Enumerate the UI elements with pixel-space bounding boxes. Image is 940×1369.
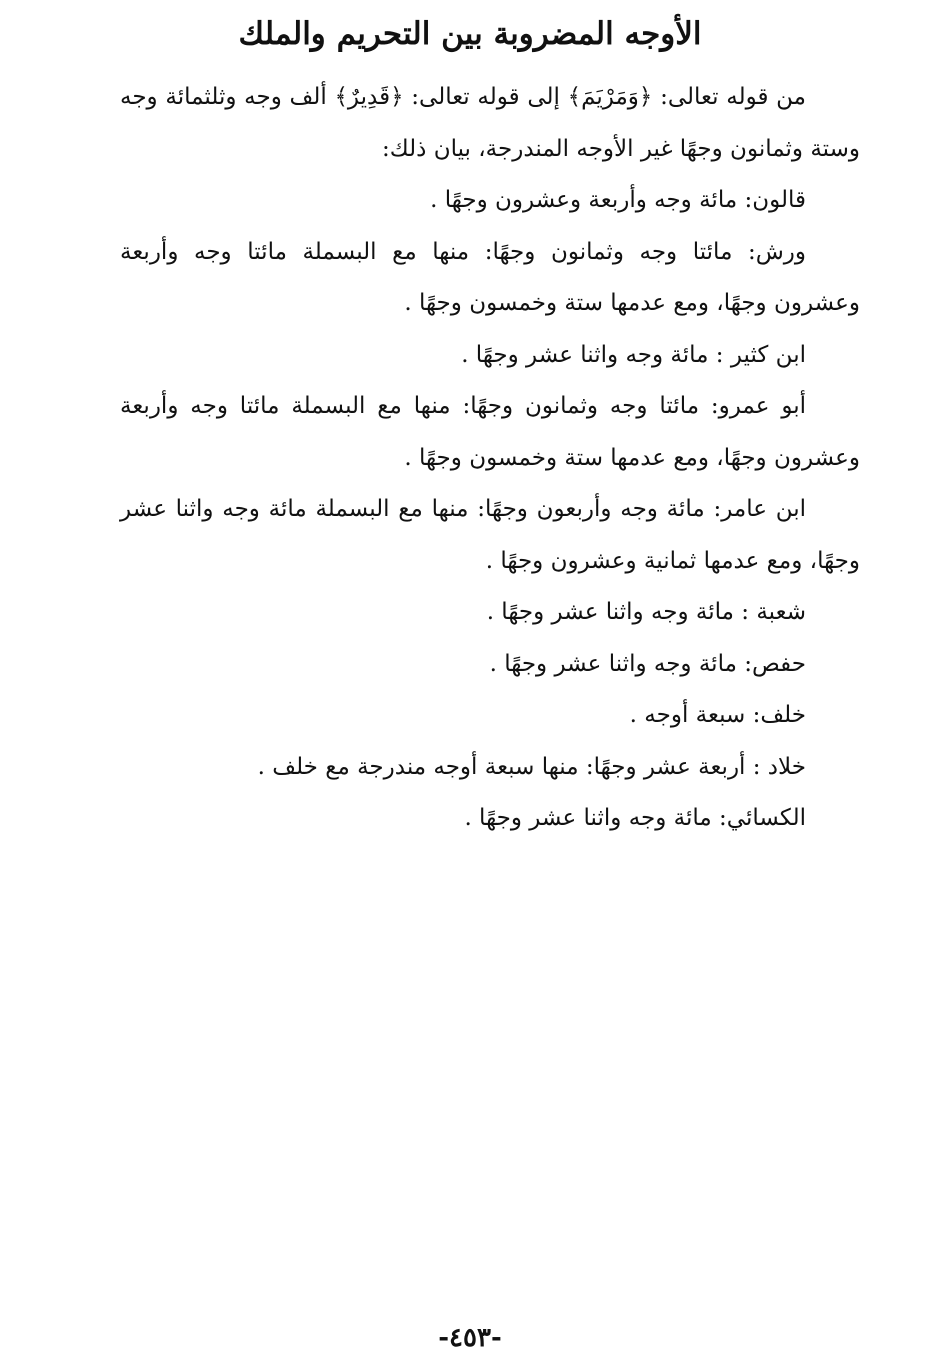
paragraph-abu-amr: أبو عمرو: مائتا وجه وثمانون وجهًا: منها مع البسملة مائتا وجه وأربعة وعشرون وجهًا، ومع عدمها ستة وخمسون وجهًا . — [120, 393, 860, 471]
body-text — [120, 72, 860, 845]
paragraph-qalun: قالون: مائة وجه وأربعة وعشرون وجهًا . — [430, 187, 806, 213]
paragraph-khallad: خلاد : أربعة عشر وجهًا: منها سبعة أوجه مندرجة مع خلف . — [257, 753, 806, 780]
paragraph-kisai: الكسائي: مائة وجه واثنا عشر وجهًا . — [464, 805, 806, 831]
paragraph-intro: من قوله تعالى: ﴿وَمَرْيَمَ﴾ إلى قوله تعالى: ﴿قَدِيرٌ﴾ ألف وجه وثلثمائة وجه وستة وثمانون وجهًا غير الأوجه المندرجة، بيان ذلك: — [120, 84, 860, 162]
paragraph-hafs: حفص: مائة وجه واثنا عشر وجهًا . — [489, 650, 806, 677]
paragraph-ibn-amir: ابن عامر: مائة وجه وأربعون وجهًا: منها مع البسملة مائة وجه واثنا عشر وجهًا، ومع عدمها ثمانية وعشرون وجهًا . — [120, 496, 860, 574]
paragraph-ibn-kathir: ابن كثير : مائة وجه واثنا عشر وجهًا . — [461, 341, 806, 368]
page-title: الأوجه المضروبة بين التحريم والملك — [238, 16, 702, 52]
paragraph-warsh: ورش: مائتا وجه وثمانون وجهًا: منها مع البسملة مائتا وجه وأربعة وعشرون وجهًا، ومع عدمها ستة وخمسون وجهًا . — [120, 238, 860, 316]
paragraph-shuba: شعبة : مائة وجه واثنا عشر وجهًا . — [486, 599, 806, 625]
page-number: -٤٥٣- — [438, 1323, 502, 1353]
paragraph-khalaf: خلف: سبعة أوجه . — [629, 702, 806, 728]
